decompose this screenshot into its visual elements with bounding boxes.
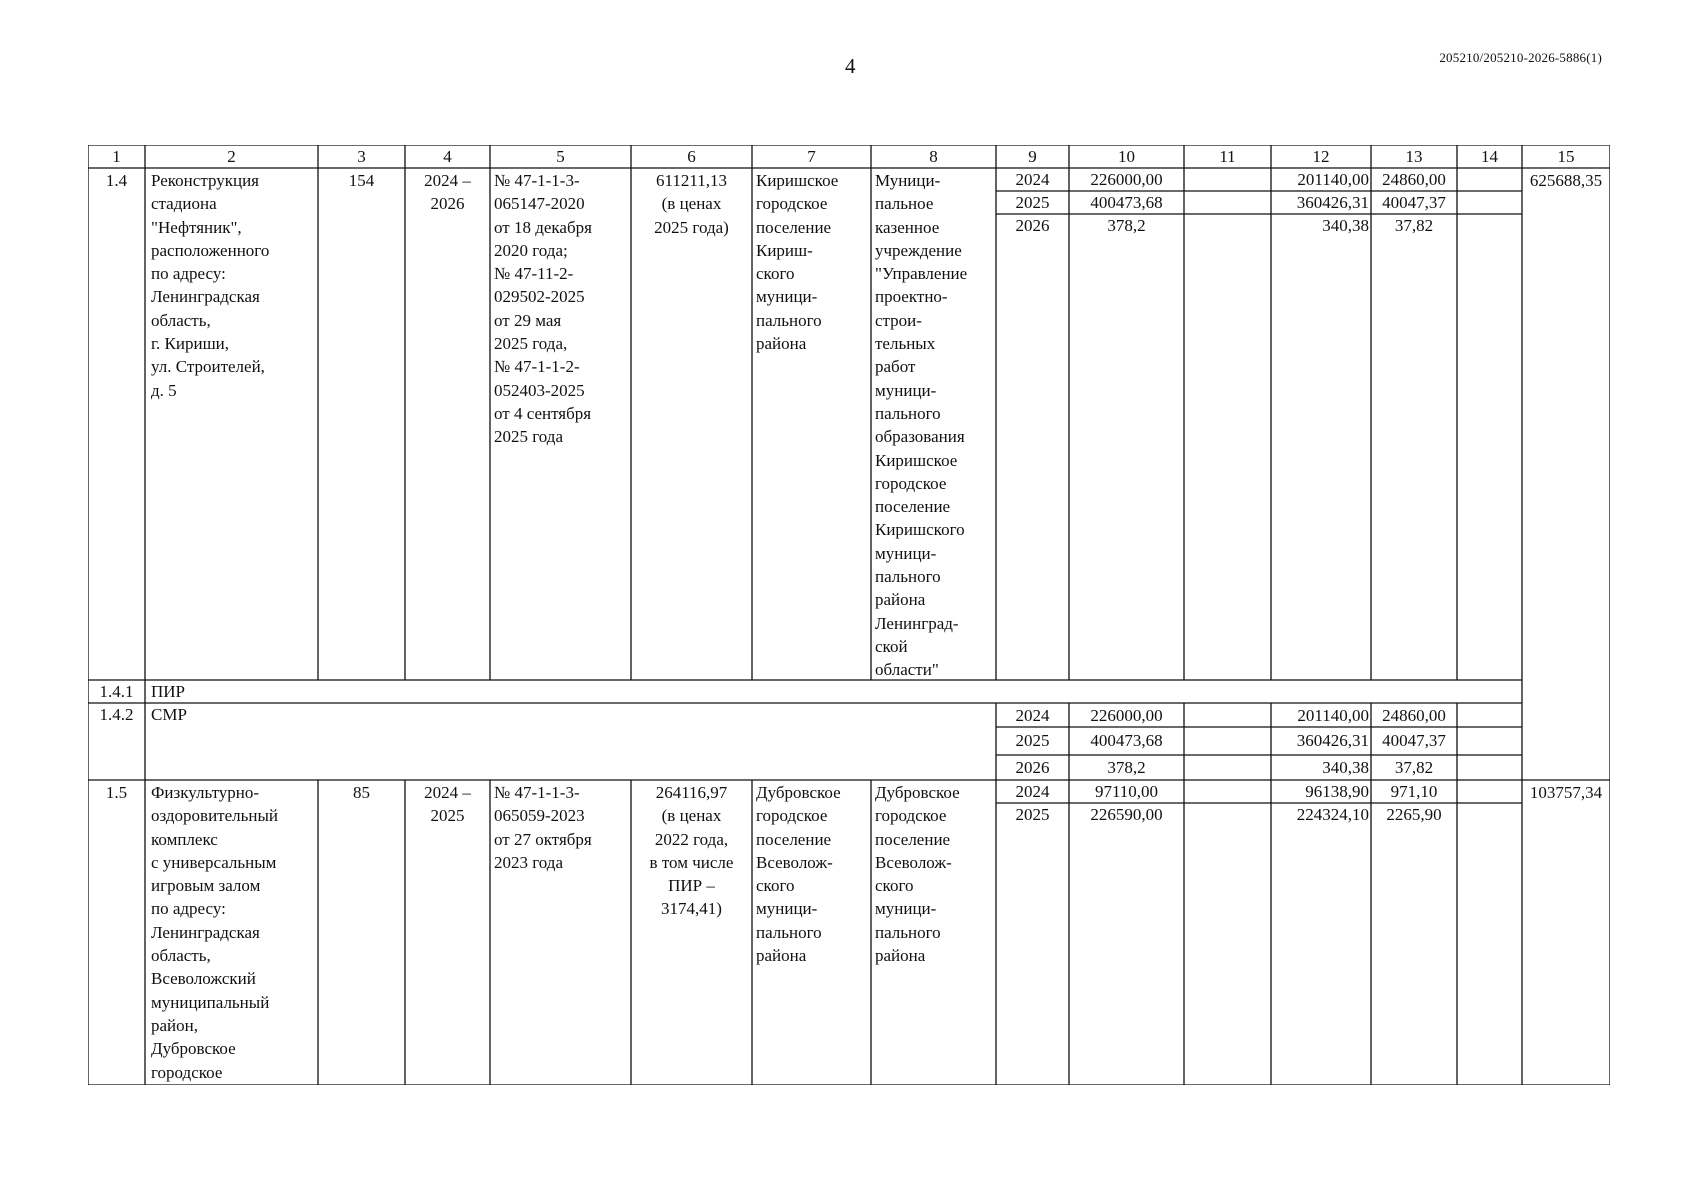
col-header: 2 — [227, 147, 236, 166]
year-cell: 2024 — [1015, 170, 1050, 189]
object-name: Реконструкция стадиона "Нефтяник", расположенного по адресу: Ленинградская область, г. Кириши, ул. Строителей, д. 5 — [151, 171, 270, 400]
year-cell: 2024 — [1015, 706, 1050, 725]
col13-cell: 40047,37 — [1382, 193, 1446, 212]
municipality: Киришское городское поселение Кириш- ского муници- пального района — [756, 171, 839, 354]
year-cell: 2025 — [1015, 805, 1050, 824]
total-cell: 400473,68 — [1090, 193, 1163, 212]
year-cell: 2026 — [1015, 216, 1050, 235]
row-number: 1.4.2 — [99, 705, 134, 724]
row-number: 1.4 — [105, 171, 128, 190]
col-header: 11 — [1219, 147, 1236, 166]
table-grid-lines — [88, 145, 1610, 1085]
total-cell: 226590,00 — [1090, 805, 1163, 824]
col13-cell: 24860,00 — [1382, 706, 1446, 725]
subrow-label: СМР — [151, 705, 187, 724]
col12-cell: 201140,00 — [1297, 170, 1369, 189]
col-header: 8 — [929, 147, 938, 166]
total-cell: 97110,00 — [1094, 782, 1159, 801]
col12-cell: 340,38 — [1322, 758, 1369, 777]
customer: Муници- пальное казенное учреждение "Управление проектно- строи- тельных работ муници- пального образования Киришское городское поселение Киришского муници- пального района Ленинград- ской области" — [875, 171, 968, 680]
col-header: 13 — [1405, 147, 1423, 166]
total-cell: 226000,00 — [1090, 170, 1163, 189]
capacity: 85 — [353, 783, 370, 802]
col13-cell: 2265,90 — [1386, 805, 1442, 824]
capacity: 154 — [348, 171, 375, 190]
col-header: 10 — [1118, 147, 1135, 166]
data-table — [88, 145, 1610, 1085]
total-cell: 226000,00 — [1090, 706, 1163, 725]
col15-cell: 625688,35 — [1529, 171, 1603, 190]
total-cell: 378,2 — [1107, 216, 1146, 235]
object-name: Физкультурно- оздоровительный комплекс с универсальным игровым залом по адресу: Ленинградская область, Всеволожский муниципальный район, Дубровское городское — [151, 783, 279, 1082]
total-cell: 400473,68 — [1090, 731, 1163, 750]
col-header: 3 — [357, 147, 366, 166]
col13-cell: 37,82 — [1394, 758, 1434, 777]
year-cell: 2025 — [1015, 193, 1050, 212]
col13-cell: 37,82 — [1394, 216, 1434, 235]
municipality: Дубровское городское поселение Всеволож- ского муници- пального района — [756, 783, 841, 966]
subrow-label: ПИР — [151, 682, 186, 701]
col12-cell: 96138,90 — [1305, 782, 1369, 801]
year-cell: 2024 — [1015, 782, 1050, 801]
period: 2024 – 2025 — [424, 783, 471, 826]
estimated-cost: 264116,97 (в ценах 2022 года, в том числе ПИР – 3174,41) — [649, 783, 734, 919]
page-number: 4 — [845, 54, 856, 78]
col12-cell: 360426,31 — [1296, 193, 1369, 212]
expertise: № 47-1-1-3- 065147-2020 от 18 декабря 2020 года; № 47-11-2- 029502-2025 от 29 мая 2025 года, № 47-1-1-2- 052403-2025 от 4 сентября 2025 года — [494, 171, 592, 447]
col-header: 14 — [1481, 147, 1498, 166]
col12-cell: 340,38 — [1322, 216, 1369, 235]
col-header: 7 — [807, 147, 816, 166]
col12-cell: 201140,00 — [1297, 706, 1369, 725]
col12-cell: 360426,31 — [1296, 731, 1369, 750]
col13-cell: 24860,00 — [1382, 170, 1446, 189]
col15-cell: 103757,34 — [1529, 783, 1603, 802]
document-id: 205210/205210-2026-5886(1) — [1439, 50, 1602, 65]
col12-cell: 224324,10 — [1296, 805, 1369, 824]
col13-cell: 40047,37 — [1382, 731, 1446, 750]
period: 2024 – 2026 — [424, 171, 471, 214]
col-header: 15 — [1557, 147, 1575, 166]
customer: Дубровское городское поселение Всеволож- ского муници- пального района — [875, 783, 960, 966]
estimated-cost: 611211,13 (в ценах 2025 года) — [654, 171, 729, 237]
col-header: 4 — [443, 147, 452, 166]
col-header: 1 — [112, 147, 121, 166]
total-cell: 378,2 — [1107, 758, 1146, 777]
row-number: 1.5 — [105, 783, 128, 802]
col13-cell: 971,10 — [1390, 782, 1438, 801]
expertise: № 47-1-1-3- 065059-2023 от 27 октября 2023 года — [494, 783, 592, 872]
col-header: 6 — [687, 147, 696, 166]
year-cell: 2026 — [1015, 758, 1050, 777]
col-header: 5 — [556, 147, 565, 166]
col-header: 12 — [1312, 147, 1330, 166]
col-header: 9 — [1028, 147, 1037, 166]
row-number: 1.4.1 — [99, 682, 134, 701]
year-cell: 2025 — [1015, 731, 1050, 750]
